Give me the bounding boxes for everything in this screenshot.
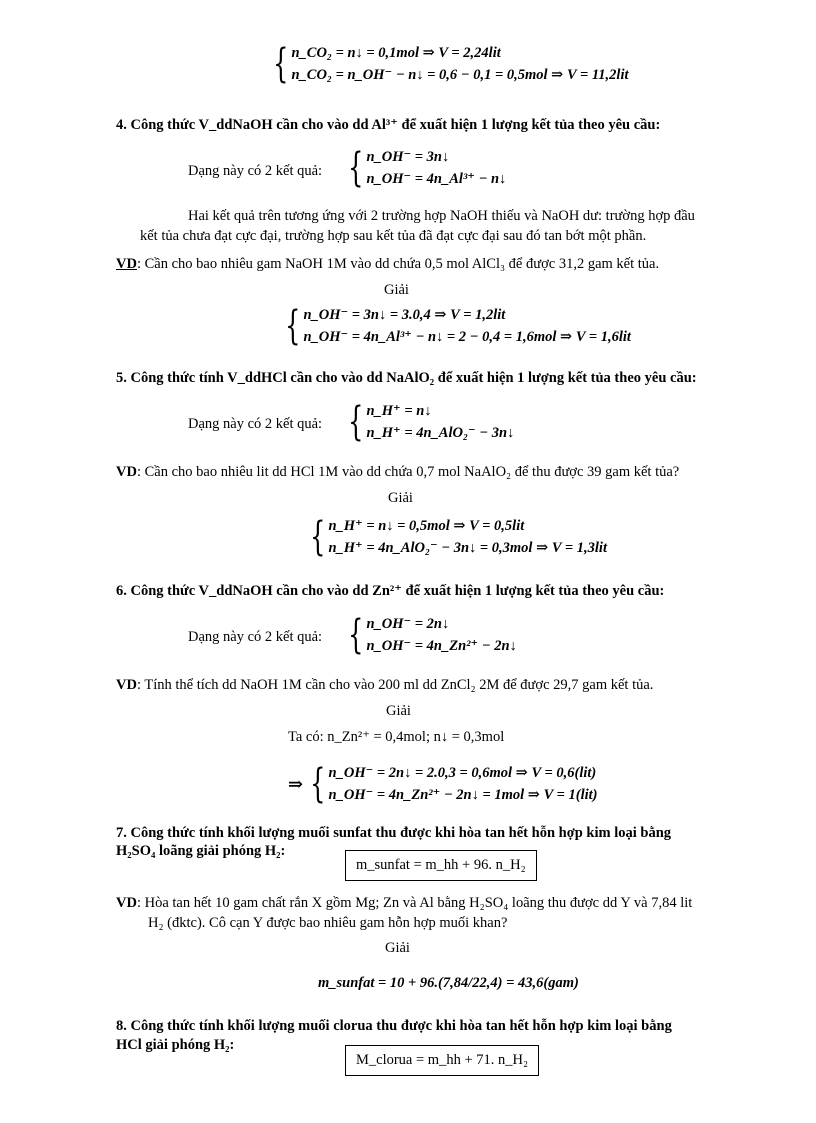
equation-line: n_CO₂ = n_OH⁻ − n↓ = 0,6 − 0,1 = 0,5mol ⇒ V = 11,2lit [291,67,629,83]
top-system [268,42,629,86]
brace-icon: { [348,399,364,445]
section-4-formulas [343,146,506,190]
brace-icon: { [348,145,364,191]
section-4-heading: 4. Công thức V_ddNaOH cần cho vào dd Al³⁺ để xuất hiện 1 lượng kết tủa theo yêu cầu: [116,117,661,133]
section-4-explain-2: kết tủa chưa đạt cực đại, trường hợp sau kết tủa đã đạt cực đại sau đó tan bớt một phần. [140,228,647,244]
solution-line: n_OH⁻ = 3n↓ = 3.0,4 ⇒ V = 1,2lit [303,307,506,323]
section-4-solution [280,304,631,348]
section-7-heading-1: 7. Công thức tính khối lượng muối sunfat thu được khi hòa tan hết hỗn hợp kim loại bằng [116,825,672,841]
brace-icon: { [348,612,364,658]
vd-label: VD [116,256,137,272]
equation-line: n_CO₂ = n↓ = 0,1mol ⇒ V = 2,24lit [291,45,501,61]
section-8-heading-1: 8. Công thức tính khối lượng muối clorua thu được khi hòa tan hết hỗn hợp kim loại bằng [116,1018,672,1034]
section-4-example [116,256,659,273]
vd-text: : Hòa tan hết 10 gam chất rắn X gồm Mg; Zn và Al bằng H₂SO₄ loãng thu được dd Y và 7,84 lit [136,895,693,911]
formula-line: n_H⁺ = 4n_AlO₂⁻ − 3n↓ [366,425,515,441]
section-5-solution [305,515,607,559]
section-6-given: Ta có: n_Zn²⁺ = 0,4mol; n↓ = 0,3mol [288,729,505,745]
section-5-heading: 5. Công thức tính V_ddHCl cần cho vào dd NaAlO₂ để xuất hiện 1 lượng kết tủa theo yêu cầu: [116,370,697,386]
formula-line: n_OH⁻ = 2n↓ [366,616,450,632]
solution-line: n_OH⁻ = 2n↓ = 2.0,3 = 0,6mol ⇒ V = 0,6(lit) [328,765,597,781]
vd-label: VD [116,464,137,480]
brace-icon: { [285,303,301,349]
vd-label: VD [116,677,137,693]
solution-line: n_H⁺ = n↓ = 0,5mol ⇒ V = 0,5lit [328,518,525,534]
section-6-intro: Dạng này có 2 kết quả: [188,629,323,645]
solution-label: Giải [388,490,413,506]
section-5-intro: Dạng này có 2 kết quả: [188,416,323,432]
formula-box: M_clorua = m_hh + 71. n_H₂ [345,1045,539,1076]
section-5-formulas [343,400,514,444]
vd-text: : Cần cho bao nhiêu gam NaOH 1M vào dd chứa 0,5 mol AlCl₃ để được 31,2 gam kết tủa. [136,256,660,272]
section-4-intro: Dạng này có 2 kết quả: [188,163,323,179]
section-6-solution [288,762,598,806]
solution-line: n_OH⁻ = 4n_Zn²⁺ − 2n↓ = 1mol ⇒ V = 1(lit) [328,787,598,803]
section-7-example-2: H₂ (đktc). Cô cạn Y được bao nhiêu gam hỗn hợp muối khan? [148,915,508,931]
vd-text: : Tính thể tích dd NaOH 1M cần cho vào 200 ml dd ZnCl₂ 2M để được 29,7 gam kết tủa. [136,677,654,693]
formula-line: n_OH⁻ = 4n_Zn²⁺ − 2n↓ [366,638,517,654]
section-4-explain-1: Hai kết quả trên tương ứng với 2 trường hợp NaOH thiếu và NaOH dư: trường hợp đầu [188,208,695,224]
formula-line: n_OH⁻ = 3n↓ [366,149,450,165]
solution-label: Giải [385,940,410,956]
solution-label: Giải [386,703,411,719]
section-6-heading: 6. Công thức V_ddNaOH cần cho vào dd Zn²⁺ để xuất hiện 1 lượng kết tủa theo yêu cầu: [116,583,665,599]
solution-line: n_OH⁻ = 4n_Al³⁺ − n↓ = 2 − 0,4 = 1,6mol ⇒ V = 1,6lit [303,329,631,345]
brace-icon: { [310,761,326,807]
section-6-example [116,677,653,694]
formula-line: n_OH⁻ = 4n_Al³⁺ − n↓ [366,171,507,187]
solution-line: n_H⁺ = 4n_AlO₂⁻ − 3n↓ = 0,3mol ⇒ V = 1,3lit [328,540,607,556]
formula-line: n_H⁺ = n↓ [366,403,432,419]
implies-icon: ⇒ [288,773,304,794]
brace-icon: { [273,41,289,87]
section-7-example-1 [116,895,692,912]
vd-text: : Cần cho bao nhiêu lit dd HCl 1M vào dd chứa 0,7 mol NaAlO₂ để thu được 39 gam kết tủa? [136,464,680,480]
formula-box: m_sunfat = m_hh + 96. n_H₂ [345,850,537,881]
brace-icon: { [310,514,326,560]
section-6-formulas [343,613,517,657]
section-5-example [116,464,679,481]
solution-label: Giải [384,282,409,298]
vd-label: VD [116,895,137,911]
section-8-heading-2: HCl giải phóng H₂: [116,1037,235,1053]
section-7-heading-2: H₂SO₄ loãng giải phóng H₂: [116,843,286,859]
section-7-result: m_sunfat = 10 + 96.(7,84/22,4) = 43,6(gam) [318,975,579,991]
